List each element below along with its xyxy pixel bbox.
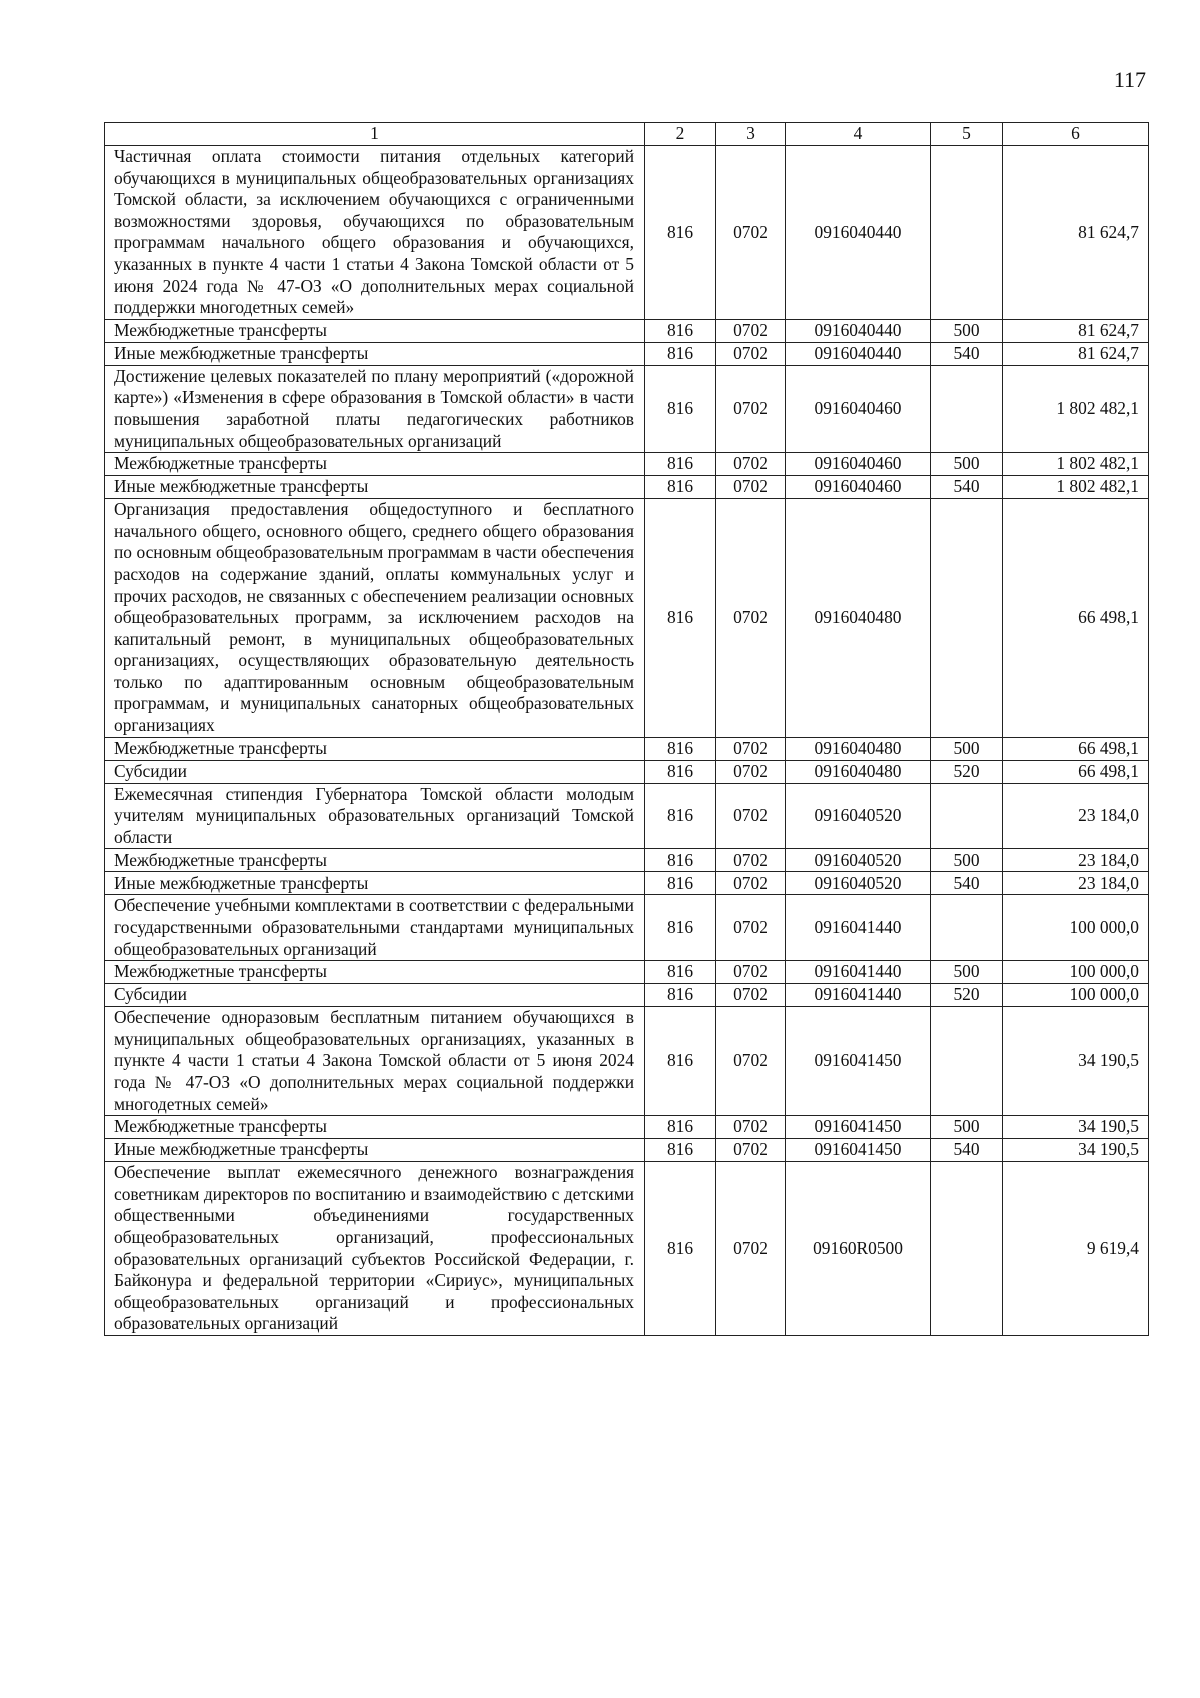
row-section-code: 0702 [716, 1162, 786, 1336]
row-section-code: 0702 [716, 1116, 786, 1139]
row-section-code: 0702 [716, 365, 786, 452]
budget-table [104, 122, 1149, 1336]
row-section-code: 0702 [716, 760, 786, 783]
table-row [105, 984, 1149, 1007]
row-expense-type: 520 [931, 984, 1003, 1007]
row-description: Межбюджетные трансферты [105, 1116, 645, 1139]
row-expense-type: 540 [931, 1139, 1003, 1162]
row-description: Межбюджетные трансферты [105, 961, 645, 984]
row-amount: 66 498,1 [1003, 760, 1149, 783]
row-amount: 81 624,7 [1003, 146, 1149, 320]
row-target-code: 0916041440 [786, 961, 931, 984]
row-ministry-code: 816 [645, 499, 716, 738]
row-description: Ежемесячная стипендия Губернатора Томской области молодым учителям муниципальных образовательных организаций Томской области [105, 783, 645, 849]
row-target-code: 0916040520 [786, 783, 931, 849]
row-ministry-code: 816 [645, 895, 716, 961]
row-target-code: 0916040480 [786, 760, 931, 783]
row-target-code: 0916040480 [786, 737, 931, 760]
row-description: Межбюджетные трансферты [105, 453, 645, 476]
row-amount: 1 802 482,1 [1003, 453, 1149, 476]
row-ministry-code: 816 [645, 849, 716, 872]
row-description: Межбюджетные трансферты [105, 319, 645, 342]
row-section-code: 0702 [716, 783, 786, 849]
row-section-code: 0702 [716, 984, 786, 1007]
row-description: Иные межбюджетные трансферты [105, 476, 645, 499]
row-target-code: 0916041440 [786, 984, 931, 1007]
row-section-code: 0702 [716, 737, 786, 760]
row-description: Субсидии [105, 984, 645, 1007]
row-expense-type: 540 [931, 476, 1003, 499]
row-ministry-code: 816 [645, 1007, 716, 1116]
row-target-code: 0916040460 [786, 476, 931, 499]
row-target-code: 0916041450 [786, 1116, 931, 1139]
row-section-code: 0702 [716, 319, 786, 342]
table-row [105, 1162, 1149, 1336]
row-expense-type [931, 146, 1003, 320]
column-header: 1 [105, 123, 645, 146]
row-expense-type [931, 895, 1003, 961]
column-header: 4 [786, 123, 931, 146]
row-description: Иные межбюджетные трансферты [105, 1139, 645, 1162]
row-expense-type: 500 [931, 737, 1003, 760]
row-amount: 34 190,5 [1003, 1116, 1149, 1139]
row-ministry-code: 816 [645, 1139, 716, 1162]
row-ministry-code: 816 [645, 1116, 716, 1139]
table-row [105, 783, 1149, 849]
row-expense-type [931, 783, 1003, 849]
row-description: Межбюджетные трансферты [105, 737, 645, 760]
row-section-code: 0702 [716, 1139, 786, 1162]
table-row [105, 319, 1149, 342]
column-header: 3 [716, 123, 786, 146]
row-target-code: 0916041450 [786, 1007, 931, 1116]
row-description: Достижение целевых показателей по плану мероприятий («дорожной карте») «Изменения в сфере образования в Томской области» в части повышения заработной платы педагогических работников муниципальных общеобразовательных организаций [105, 365, 645, 452]
row-section-code: 0702 [716, 342, 786, 365]
row-description: Межбюджетные трансферты [105, 849, 645, 872]
row-ministry-code: 816 [645, 872, 716, 895]
row-target-code: 0916040440 [786, 146, 931, 320]
row-section-code: 0702 [716, 146, 786, 320]
row-amount: 81 624,7 [1003, 319, 1149, 342]
row-description: Организация предоставления общедоступного и бесплатного начального общего, основного общего, среднего общего образования по основным общеобразовательным программам в части обеспечения расходов на содержание зданий, оплаты коммунальных услуг и прочих расходов, не связанных с обеспечением реализации основных общеобразовательных программ, за исключением расходов на капитальный ремонт, в муниципальных общеобразовательных организациях, осуществляющих образовательную деятельность только по адаптированным основным общеобразовательным программам, и муниципальных санаторных общеобразовательных организациях [105, 499, 645, 738]
table-row [105, 146, 1149, 320]
row-amount: 100 000,0 [1003, 961, 1149, 984]
table-header-row [105, 123, 1149, 146]
row-expense-type: 500 [931, 961, 1003, 984]
row-description: Обеспечение выплат ежемесячного денежного вознаграждения советникам директоров по воспитанию и взаимодействию с детскими общественными объединениями государственных общеобразовательных организаций, профессиональных образовательных организаций субъектов Российской Федерации, г. Байконура и федеральной территории «Сириус», муниципальных общеобразовательных организаций и профессиональных образовательных организаций [105, 1162, 645, 1336]
column-header: 2 [645, 123, 716, 146]
row-amount: 34 190,5 [1003, 1007, 1149, 1116]
row-section-code: 0702 [716, 453, 786, 476]
row-description: Частичная оплата стоимости питания отдельных категорий обучающихся в муниципальных общеобразовательных организациях Томской области, за исключением обучающихся с ограниченными возможностями здоровья, обучающихся по образовательным программам начального общего образования и обучающихся, указанных в пункте 4 части 1 статьи 4 Закона Томской области от 5 июня 2024 года № 47-ОЗ «О дополнительных мерах социальной поддержки многодетных семей» [105, 146, 645, 320]
row-amount: 23 184,0 [1003, 849, 1149, 872]
row-target-code: 0916040460 [786, 365, 931, 452]
table-row [105, 895, 1149, 961]
column-header: 5 [931, 123, 1003, 146]
table-row [105, 961, 1149, 984]
table-row [105, 872, 1149, 895]
row-description: Иные межбюджетные трансферты [105, 872, 645, 895]
row-target-code: 0916040460 [786, 453, 931, 476]
row-ministry-code: 816 [645, 737, 716, 760]
row-target-code: 0916041440 [786, 895, 931, 961]
row-expense-type: 500 [931, 1116, 1003, 1139]
row-amount: 100 000,0 [1003, 984, 1149, 1007]
row-target-code: 0916041450 [786, 1139, 931, 1162]
table-row [105, 342, 1149, 365]
row-description: Обеспечение учебными комплектами в соответствии с федеральными государственными образовательными стандартами муниципальных общеобразовательных организаций [105, 895, 645, 961]
row-expense-type: 500 [931, 319, 1003, 342]
row-expense-type [931, 365, 1003, 452]
row-ministry-code: 816 [645, 365, 716, 452]
column-header: 6 [1003, 123, 1149, 146]
row-ministry-code: 816 [645, 146, 716, 320]
row-section-code: 0702 [716, 476, 786, 499]
table-row [105, 476, 1149, 499]
table-row [105, 499, 1149, 738]
row-amount: 100 000,0 [1003, 895, 1149, 961]
row-amount: 23 184,0 [1003, 872, 1149, 895]
row-target-code: 0916040520 [786, 872, 931, 895]
page-number: 117 [1113, 67, 1146, 92]
row-ministry-code: 816 [645, 783, 716, 849]
row-amount: 81 624,7 [1003, 342, 1149, 365]
row-amount: 23 184,0 [1003, 783, 1149, 849]
table-row [105, 737, 1149, 760]
row-ministry-code: 816 [645, 453, 716, 476]
row-amount: 1 802 482,1 [1003, 476, 1149, 499]
row-description: Субсидии [105, 760, 645, 783]
table-row [105, 453, 1149, 476]
row-section-code: 0702 [716, 1007, 786, 1116]
row-ministry-code: 816 [645, 984, 716, 1007]
table-row [105, 760, 1149, 783]
row-target-code: 0916040440 [786, 319, 931, 342]
table-row [105, 1007, 1149, 1116]
row-amount: 34 190,5 [1003, 1139, 1149, 1162]
row-expense-type: 500 [931, 453, 1003, 476]
row-ministry-code: 816 [645, 760, 716, 783]
row-expense-type: 520 [931, 760, 1003, 783]
row-expense-type [931, 499, 1003, 738]
row-target-code: 0916040440 [786, 342, 931, 365]
row-description: Иные межбюджетные трансферты [105, 342, 645, 365]
row-ministry-code: 816 [645, 961, 716, 984]
table-row [105, 1139, 1149, 1162]
row-ministry-code: 816 [645, 476, 716, 499]
row-ministry-code: 816 [645, 342, 716, 365]
row-expense-type: 540 [931, 342, 1003, 365]
table-row [105, 849, 1149, 872]
table-row [105, 365, 1149, 452]
row-expense-type [931, 1007, 1003, 1116]
row-amount: 1 802 482,1 [1003, 365, 1149, 452]
row-amount: 66 498,1 [1003, 499, 1149, 738]
row-amount: 9 619,4 [1003, 1162, 1149, 1336]
row-target-code: 09160R0500 [786, 1162, 931, 1336]
row-ministry-code: 816 [645, 1162, 716, 1336]
row-target-code: 0916040520 [786, 849, 931, 872]
table-row [105, 1116, 1149, 1139]
row-expense-type: 500 [931, 849, 1003, 872]
row-ministry-code: 816 [645, 319, 716, 342]
row-section-code: 0702 [716, 499, 786, 738]
row-expense-type [931, 1162, 1003, 1336]
row-expense-type: 540 [931, 872, 1003, 895]
row-section-code: 0702 [716, 895, 786, 961]
row-section-code: 0702 [716, 872, 786, 895]
row-section-code: 0702 [716, 849, 786, 872]
row-description: Обеспечение одноразовым бесплатным питанием обучающихся в муниципальных общеобразовательных организациях, указанных в пункте 4 части 1 статьи 4 Закона Томской области от 5 июня 2024 года № 47-ОЗ «О дополнительных мерах социальной поддержки многодетных семей» [105, 1007, 645, 1116]
row-amount: 66 498,1 [1003, 737, 1149, 760]
row-target-code: 0916040480 [786, 499, 931, 738]
row-section-code: 0702 [716, 961, 786, 984]
